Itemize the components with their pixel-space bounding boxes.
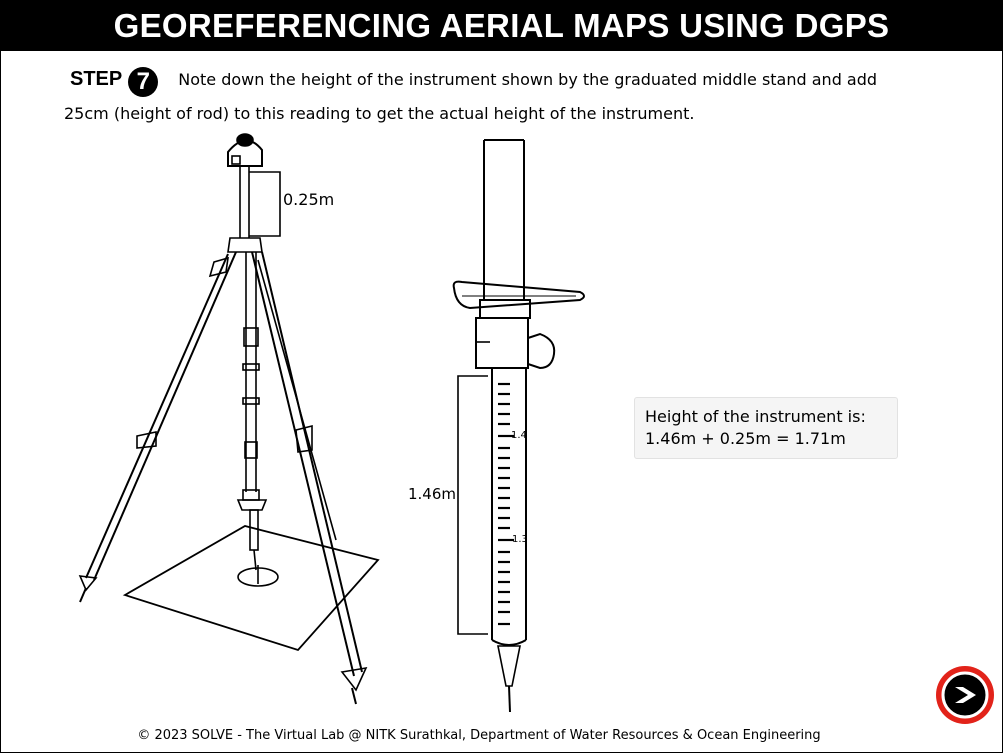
scale-mark-upper: 1.4 xyxy=(511,430,527,441)
graduated-stand-closeup xyxy=(454,140,584,712)
copyright-footer: © 2023 SOLVE - The Virtual Lab @ NITK Surathkal, Department of Water Resources & Ocean Engineering xyxy=(137,728,821,743)
result-box xyxy=(634,397,898,459)
stand-reading-label: 1.46m xyxy=(408,485,457,503)
next-arrow-icon xyxy=(936,666,994,724)
step-text-line1: Note down the height of the instrument shown by the graduated middle stand and add xyxy=(178,70,878,89)
result-line2: 1.46m + 0.25m = 1.71m xyxy=(645,429,846,448)
step-number-badge: 7 xyxy=(128,67,158,97)
page-title: GEOREFERENCING AERIAL MAPS USING DGPS xyxy=(113,7,890,44)
step-label: STEP xyxy=(70,68,123,90)
next-button[interactable] xyxy=(936,666,994,724)
scale-mark-lower: 1.3 xyxy=(512,534,528,545)
step-text-line2: 25cm (height of rod) to this reading to get the actual height of the instrument. xyxy=(64,104,695,123)
tripod-drawing xyxy=(80,134,378,704)
result-line1: Height of the instrument is: xyxy=(645,407,866,426)
rod-height-label: 0.25m xyxy=(283,190,335,209)
